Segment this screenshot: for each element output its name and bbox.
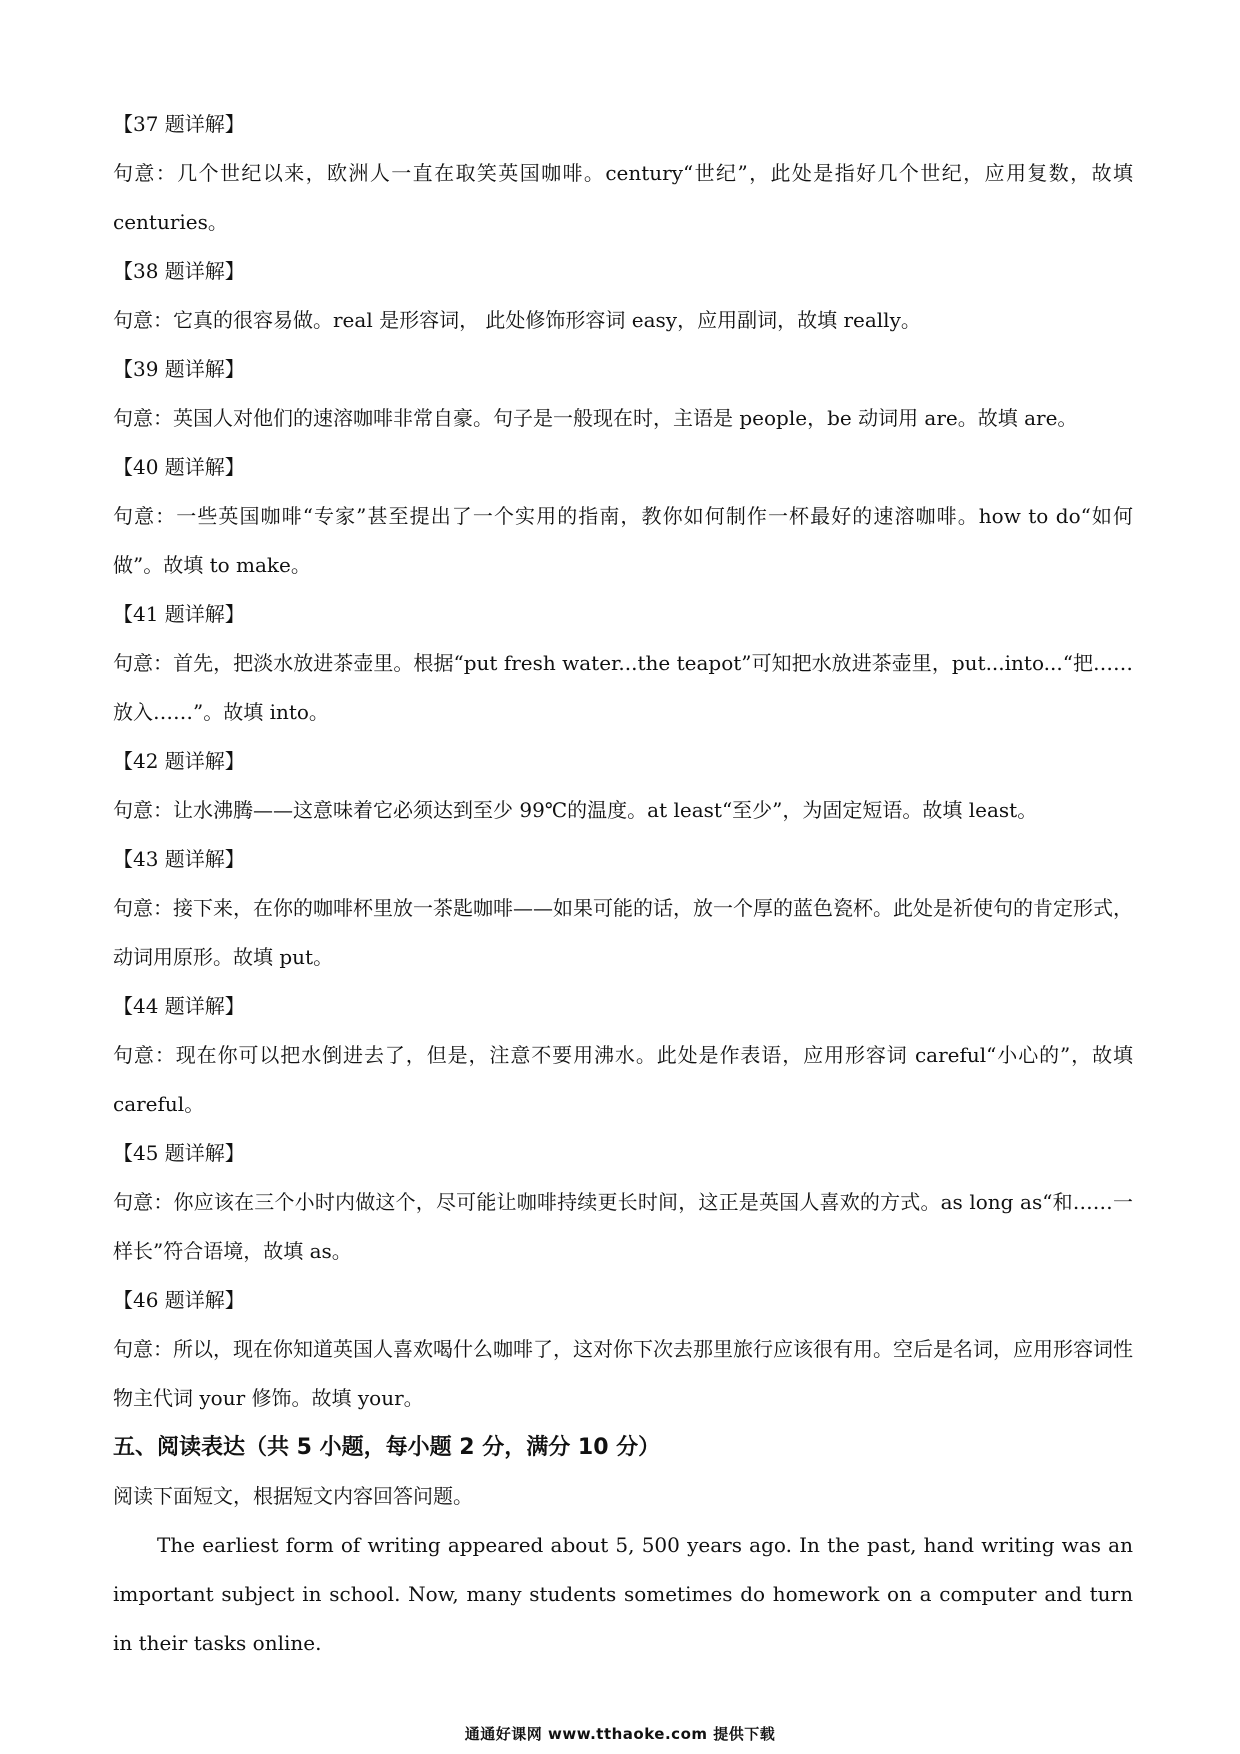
question-heading: 【46 题详解】 (113, 1288, 245, 1312)
question-heading: 【39 题详解】 (113, 357, 245, 381)
question-explanation: 句意：它真的很容易做。real 是形容词， 此处修饰形容词 easy，应用副词，故填 really。 (113, 308, 921, 332)
explanation-45 (113, 1129, 1133, 1276)
question-explanation: 句意：几个世纪以来，欧洲人一直在取笑英国咖啡。century“世纪”，此处是指好几个世纪，应用复数，故填 centuries。 (113, 161, 1133, 234)
question-explanation: 句意：英国人对他们的速溶咖啡非常自豪。句子是一般现在时，主语是 people，be 动词用 are。故填 are。 (113, 406, 1078, 430)
section-instructions: 阅读下面短文，根据短文内容回答问题。 (113, 1484, 473, 1508)
explanation-43 (113, 835, 1133, 982)
explanation-39 (113, 345, 1133, 443)
question-explanation: 句意：接下来，在你的咖啡杯里放一茶匙咖啡——如果可能的话，放一个厚的蓝色瓷杯。此处是祈使句的肯定形式，动词用原形。故填 put。 (113, 896, 1133, 969)
explanation-44 (113, 982, 1133, 1129)
question-heading: 【43 题详解】 (113, 847, 245, 871)
page-content (113, 100, 1133, 1688)
question-heading: 【37 题详解】 (113, 112, 245, 136)
explanation-37 (113, 100, 1133, 247)
question-explanation: 句意：你应该在三个小时内做这个，尽可能让咖啡持续更长时间，这正是英国人喜欢的方式。as long as“和……一样长”符合语境，故填 as。 (113, 1190, 1133, 1263)
explanation-38 (113, 247, 1133, 345)
page-footer: 通通好课网 www.tthaoke.com 提供下载 (464, 1725, 776, 1743)
explanation-40 (113, 443, 1133, 590)
explanation-46 (113, 1276, 1133, 1423)
question-explanation: 句意：让水沸腾——这意味着它必须达到至少 99℃的温度。at least“至少”，为固定短语。故填 least。 (113, 798, 1038, 822)
question-heading: 【42 题详解】 (113, 749, 245, 773)
reading-passage: The earliest form of writing appeared about 5, 500 years ago. In the past, hand writing was an important subject in school. Now, many students sometimes do homework on a computer and turn in their tasks online. (113, 1533, 1133, 1655)
question-explanation: 句意：一些英国咖啡“专家”甚至提出了一个实用的指南，教你如何制作一杯最好的速溶咖啡。how to do“如何做”。故填 to make。 (113, 504, 1133, 577)
question-explanation: 句意：所以，现在你知道英国人喜欢喝什么咖啡了，这对你下次去那里旅行应该很有用。空后是名词，应用形容词性物主代词 your 修饰。故填 your。 (113, 1337, 1133, 1410)
question-heading: 【38 题详解】 (113, 259, 245, 283)
section-title: 五、阅读表达（共 5 小题，每小题 2 分，满分 10 分） (113, 1435, 661, 1460)
explanation-42 (113, 737, 1133, 835)
question-heading: 【44 题详解】 (113, 994, 245, 1018)
question-heading: 【40 题详解】 (113, 455, 245, 479)
question-explanation: 句意：现在你可以把水倒进去了，但是，注意不要用沸水。此处是作表语，应用形容词 careful“小心的”，故填 careful。 (113, 1043, 1133, 1116)
question-explanation: 句意：首先，把淡水放进茶壶里。根据“put fresh water...the teapot”可知把水放进茶壶里，put...into...“把……放入……”。故填 into。 (113, 651, 1133, 724)
question-heading: 【41 题详解】 (113, 602, 245, 626)
question-heading: 【45 题详解】 (113, 1141, 245, 1165)
explanation-41 (113, 590, 1133, 737)
